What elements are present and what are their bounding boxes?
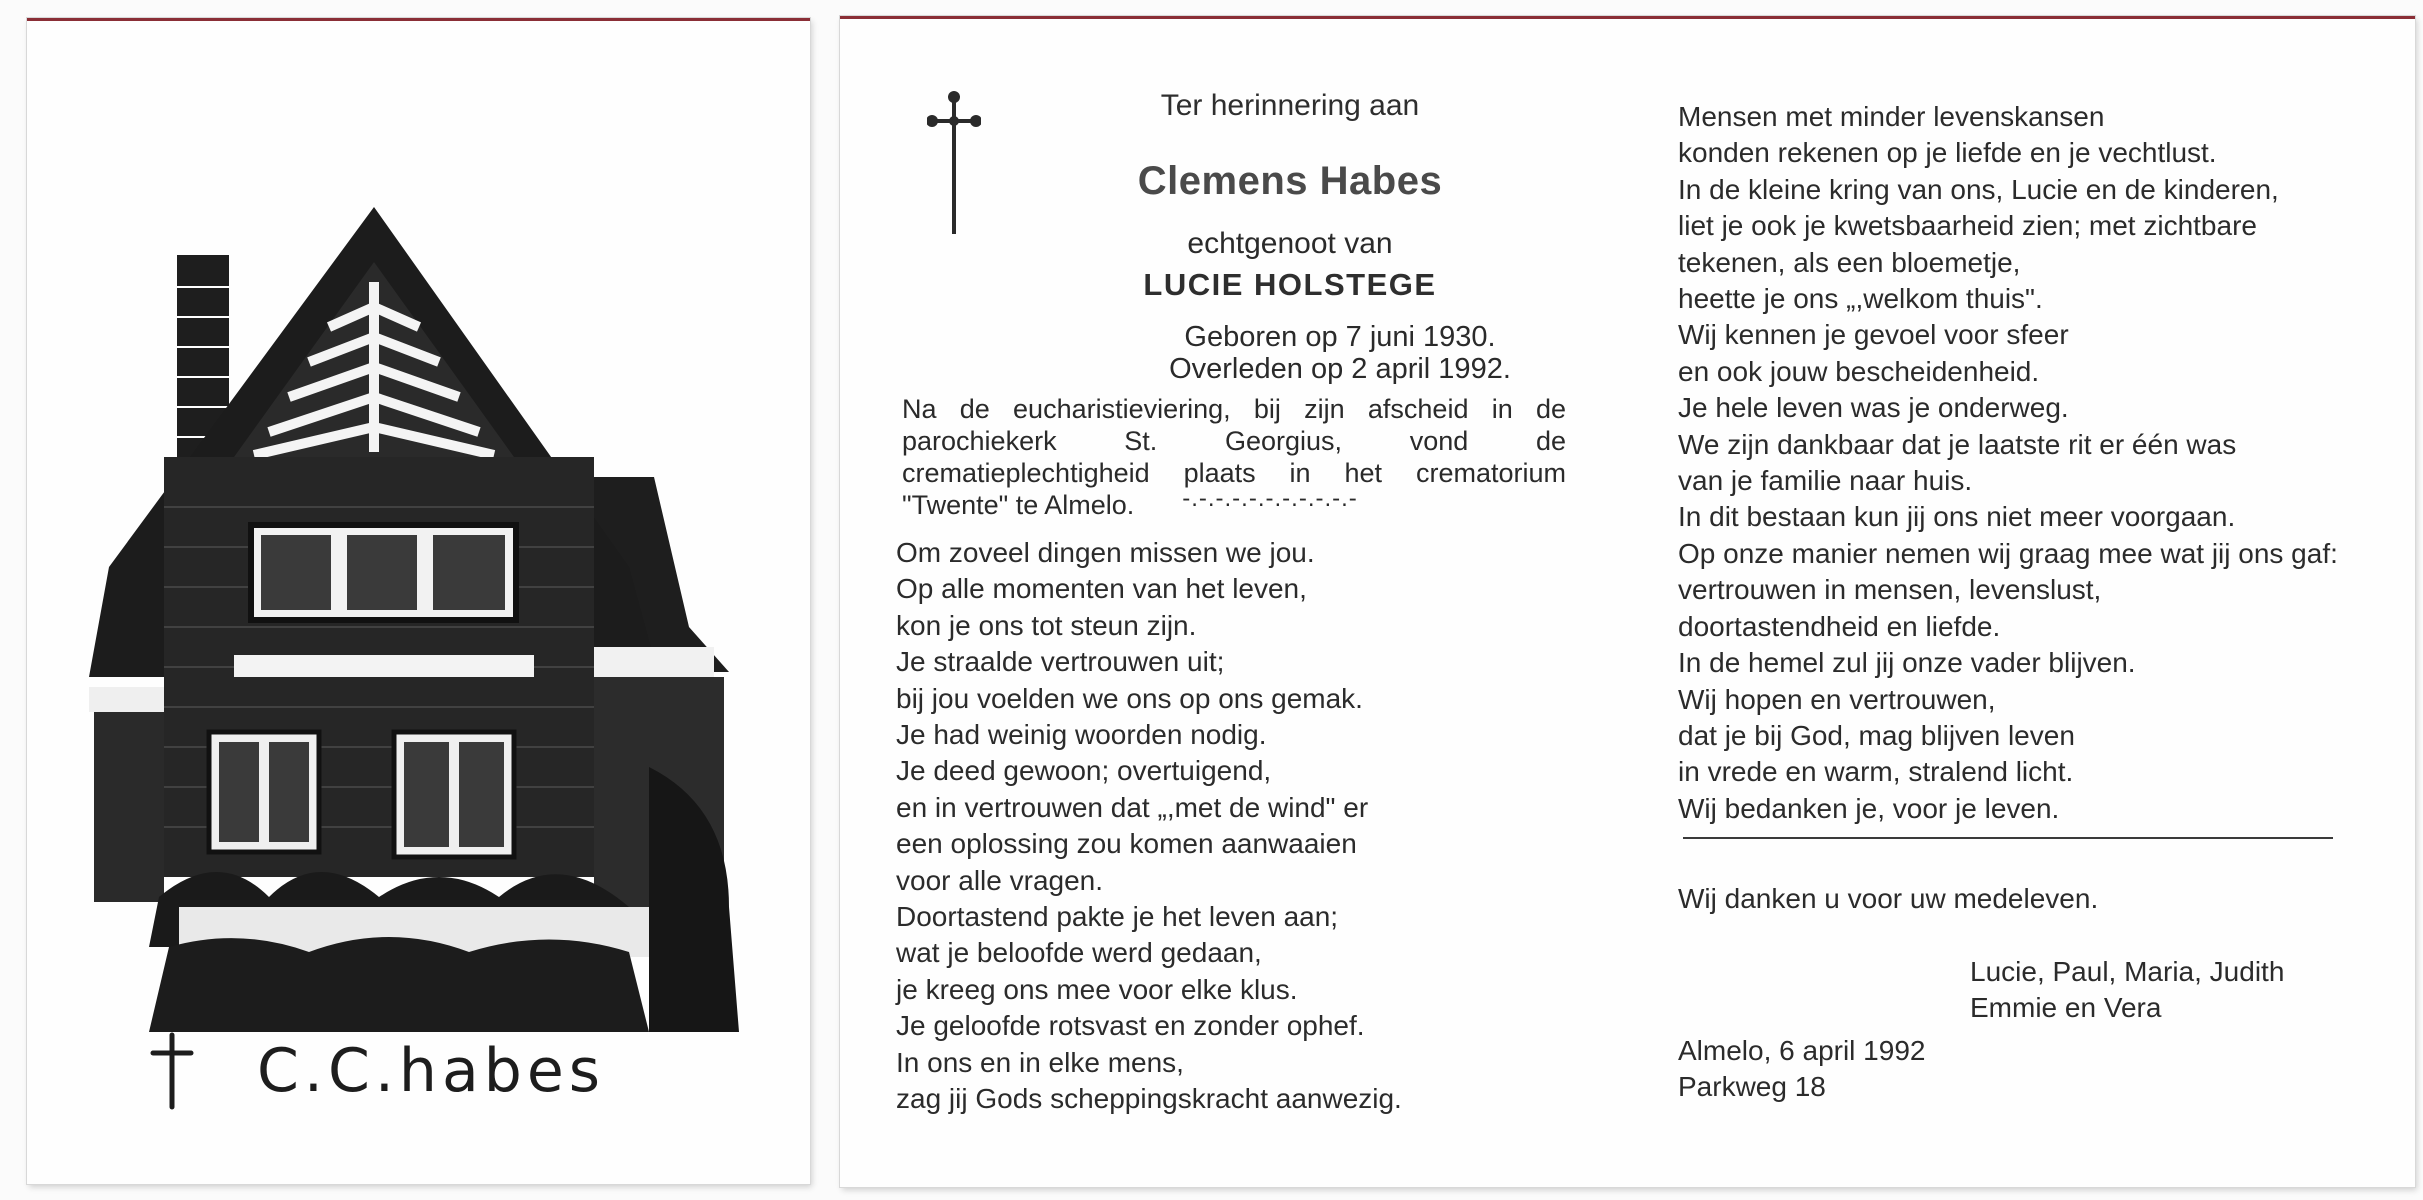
poem-line: een oplossing zou komen aanwaaien <box>896 828 1357 860</box>
house-sketch-icon <box>89 207 769 1032</box>
poem-line: konden rekenen op je liefde en je vechtlust. <box>1678 137 2217 169</box>
cross-icon <box>147 1031 197 1111</box>
poem-line: van je familie naar huis. <box>1678 465 1973 497</box>
thanks-line: Wij danken u voor uw medeleven. <box>1678 883 2099 914</box>
poem-line: Wij bedanken je, voor je leven. <box>1678 792 2060 824</box>
poem-line: zag jij Gods scheppingskracht aanwezig. <box>896 1083 1402 1115</box>
poem-right-column <box>1678 99 2398 827</box>
poem-line: Op alle momenten van het leven, <box>896 573 1307 605</box>
poem-line: dat je bij God, mag blijven leven <box>1678 719 2075 751</box>
poem-line: bij jou voelden we ons op ons gemak. <box>896 682 1363 714</box>
poem-line: je kreeg ons mee voor elke klus. <box>896 973 1298 1005</box>
poem-line: Je geloofde rotsvast en zonder ophef. <box>896 1010 1365 1042</box>
poem-line: Op onze manier nemen wij graag mee wat jij ons gaf: <box>1678 537 2338 569</box>
address: Parkweg 18 <box>1678 1071 1826 1102</box>
cover-name: C.C.habes <box>257 1036 605 1106</box>
poem-line: Doortastend pakte je het leven aan; <box>896 901 1339 933</box>
poem-line: Wij kennen je gevoel voor sfeer <box>1678 319 2069 351</box>
poem-line: In de kleine kring van ons, Lucie en de kinderen, <box>1678 173 2279 205</box>
poem-line: heette je ons „,welkom thuis". <box>1678 283 2043 315</box>
poem-line: Je hele leven was je onderweg. <box>1678 392 2069 424</box>
poem-line: tekenen, als een bloemetje, <box>1678 246 2021 278</box>
poem-line: vertrouwen in mensen, levenslust, <box>1678 574 2102 606</box>
intro-line: Ter herinnering aan <box>1160 89 1420 122</box>
poem-line: wat je beloofde werd gedaan, <box>896 937 1262 969</box>
poem-left-column <box>896 535 1616 1118</box>
cover-caption <box>147 1026 605 1116</box>
dotted-divider: -.-.-.-.-.-.-.-.-.-.- <box>1182 485 1358 512</box>
signatories-line: Lucie, Paul, Maria, Judith <box>1970 956 2285 987</box>
poem-line: Mensen met minder levenskansen <box>1678 101 2105 132</box>
card-cover <box>27 18 810 1184</box>
poem-line: In ons en in elke mens, <box>896 1046 1184 1078</box>
spouse-label: echtgenoot van <box>1187 227 1393 260</box>
poem-line: en in vertrouwen dat „,met de wind" er <box>896 791 1369 823</box>
poem-line: en ook jouw bescheidenheid. <box>1678 355 2040 387</box>
poem-line: Je had weinig woorden nodig. <box>896 719 1267 751</box>
poem-line: Om zoveel dingen missen we jou. <box>896 537 1315 568</box>
poem-line: Je straalde vertrouwen uit; <box>896 646 1225 678</box>
poem-line: In dit bestaan kun jij ons niet meer voorgaan. <box>1678 501 2236 533</box>
poem-line: in vrede en warm, stralend licht. <box>1678 756 2074 788</box>
death-date: Overleden op 2 april 1992. <box>1169 353 1511 385</box>
place-date: Almelo, 6 april 1992 <box>1678 1035 1926 1066</box>
poem-line: Wij hopen en vertrouwen, <box>1678 683 1996 715</box>
poem-line: voor alle vragen. <box>896 864 1104 896</box>
poem-line: liet je ook je kwetsbaarheid zien; met zichtbare <box>1678 210 2257 242</box>
horizontal-rule <box>1683 837 2333 839</box>
poem-line: We zijn dankbaar dat je laatste rit er één was <box>1678 428 2237 460</box>
ceremony-notice: Na de eucharistieviering, bij zijn afscheid in de parochiekerk St. Georgius, vond de crematieplechtigheid plaats in het crematorium "Twente" te Almelo. <box>902 394 1566 520</box>
deceased-name: Clemens Habes <box>1137 159 1443 203</box>
poem-line: Je deed gewoon; overtuigend, <box>896 755 1272 787</box>
place-and-address <box>1678 1033 1925 1105</box>
spouse-name: LUCIE HOLSTEGE <box>1143 267 1437 302</box>
poem-line: In de hemel zul jij onze vader blijven. <box>1678 647 2136 679</box>
poem-line: kon je ons tot steun zijn. <box>896 609 1197 641</box>
poem-line: doortastendheid en liefde. <box>1678 610 2001 642</box>
signatories-line: Emmie en Vera <box>1970 992 2162 1023</box>
signatories <box>1970 954 2284 1026</box>
birth-date: Geboren op 7 juni 1930. <box>1184 321 1496 353</box>
card-inside <box>840 16 2415 1187</box>
